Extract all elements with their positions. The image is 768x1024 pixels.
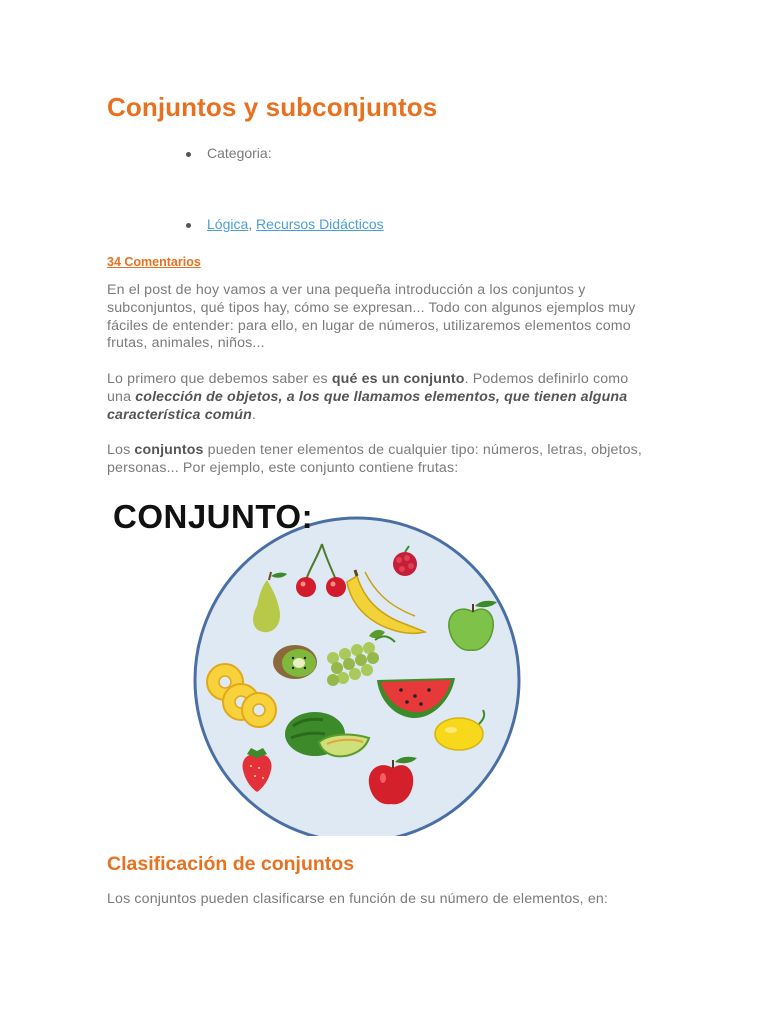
figure-label: CONJUNTO: — [113, 498, 314, 535]
example-bold: conjuntos — [134, 442, 204, 458]
definition-text-2: . Podemos definirlo como una — [107, 371, 629, 405]
article-meta — [183, 145, 384, 232]
definition-paragraph — [107, 371, 652, 424]
comments-link[interactable]: 34 Comentarios — [107, 255, 201, 269]
classification-paragraph: Los conjuntos pueden clasificarse en función de su número de elementos, en: — [107, 891, 609, 907]
tags-item — [183, 216, 384, 232]
category-item — [183, 145, 384, 161]
article-title: Conjuntos y subconjuntos — [107, 92, 438, 122]
intro-paragraph: En el post de hoy vamos a ver una pequeña introducción a los conjuntos y subconjuntos, qué tipos hay, cómo se expresan... Todo con algunos ejemplos muy fáciles de entender: para ello, en lugar de números, utilizaremos elementos como frutas, animales, niños... — [107, 282, 636, 352]
tag-link-logica[interactable]: Lógica — [207, 216, 249, 232]
kiwi-icon — [273, 645, 317, 679]
example-paragraph — [107, 442, 652, 478]
definition-emphasis: colección de objetos, a los que llamamos elementos, que tienen alguna característica común — [107, 388, 628, 423]
definition-text: Lo primero que debemos saber es — [107, 371, 332, 387]
tag-separator: , — [248, 216, 257, 232]
set-illustration — [107, 496, 547, 836]
example-text: Los — [107, 442, 135, 458]
category-label: Categoria: — [207, 145, 272, 161]
section-heading: Clasificación de conjuntos — [107, 853, 355, 875]
fruit-set-diagram — [107, 496, 547, 836]
definition-end: . — [251, 406, 257, 423]
tag-link-recursos-didacticos[interactable]: Recursos Didácticos — [256, 216, 384, 232]
example-text-2: pueden tener elementos de cualquier tipo: números, letras, objetos, personas... Por ejemplo, este conjunto contiene frutas: — [107, 442, 643, 476]
definition-bold: qué es un conjunto — [331, 371, 465, 387]
